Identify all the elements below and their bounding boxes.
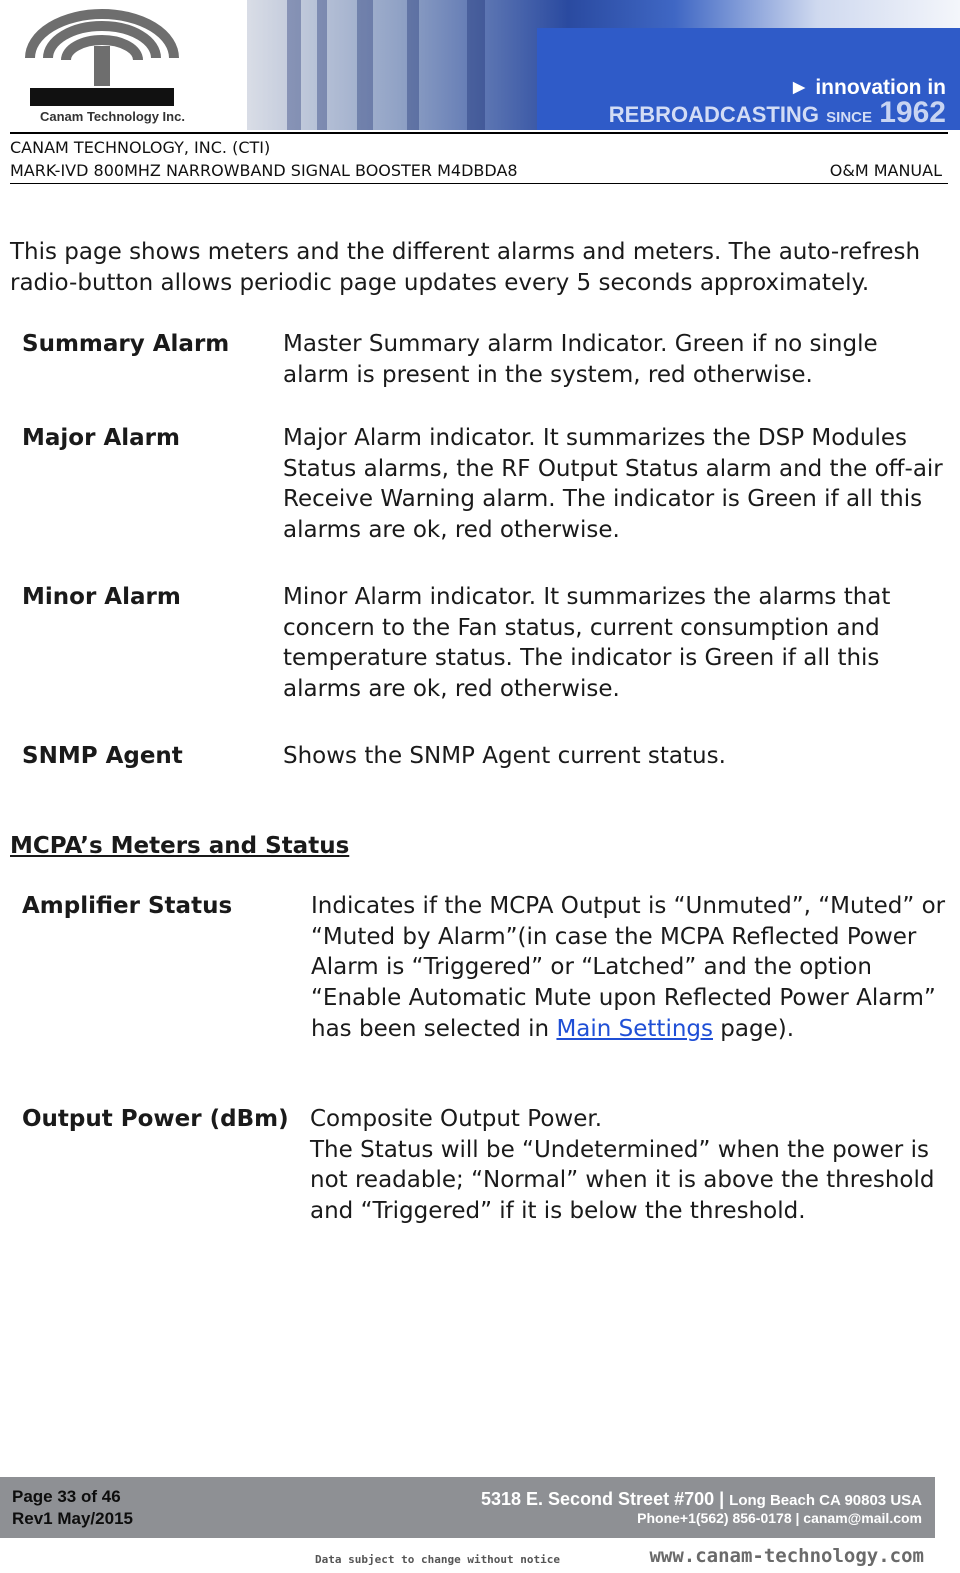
desc-amplifier-status: Indicates if the MCPA Output is “Unmuted”, “Muted” or “Muted by Alarm”(in case the MCPA Reflected Power Alarm is “Triggered” or “Latched” and the option “Enable Automatic Mute upon Reflected Power Alarm” has been selected in Main Settings page). — [311, 893, 946, 1042]
desc-summary-alarm: Master Summary alarm Indicator. Green if no single alarm is present in the system, red otherwise. — [283, 331, 878, 388]
header-rule-top — [10, 132, 948, 134]
term-amplifier-status: Amplifier Status — [22, 893, 233, 919]
intro-paragraph: This page shows meters and the different alarms and meters. The auto-refresh radio-button allows periodic page updates every 5 seconds approximately. — [10, 239, 921, 296]
footer-website: www.canam-technology.com — [649, 1545, 924, 1567]
cti-logo-graphic — [22, 6, 182, 106]
term-minor-alarm: Minor Alarm — [22, 584, 181, 610]
term-output-power: Output Power (dBm) — [22, 1106, 289, 1132]
header-manual: O&M MANUAL — [829, 161, 942, 180]
footer-notice: Data subject to change without notice — [315, 1553, 561, 1566]
desc-output-power — [310, 1104, 950, 1227]
desc-minor-alarm: Minor Alarm indicator. It summarizes the alarms that concern to the Fan status, current consumption and temperature status. The indicator is Green if all this alarms are ok, red otherwise. — [283, 584, 891, 703]
header-banner — [247, 0, 960, 130]
desc-output-power-line2: The Status will be “Undetermined” when the power is not readable; “Normal” when it is above the threshold and “Triggered” if it is below the threshold. — [310, 1136, 935, 1225]
banner-tagline: ► innovation in — [788, 76, 946, 99]
term-summary-alarm: Summary Alarm — [22, 331, 230, 357]
header-rule-bottom — [10, 183, 948, 184]
term-snmp-agent: SNMP Agent — [22, 743, 183, 769]
section-title-mcpa: MCPA’s Meters and Status — [10, 833, 350, 859]
main-settings-link[interactable]: Main Settings — [556, 1015, 713, 1042]
logo-caption: Canam Technology Inc. — [40, 109, 185, 124]
header-product: MARK-IVD 800MHZ NARROWBAND SIGNAL BOOSTER M4DBDA8 — [10, 161, 518, 180]
desc-output-power-line1: Composite Output Power. — [310, 1106, 603, 1132]
desc-snmp-agent: Shows the SNMP Agent current status. — [283, 743, 726, 769]
footer-revision: Rev1 May/2015 — [12, 1509, 133, 1528]
term-major-alarm: Major Alarm — [22, 425, 180, 451]
banner-rebroadcasting: REBROADCASTING SINCE 1962 — [608, 96, 946, 129]
footer-phone-email: Phone+1(562) 856-0178 | canam@mail.com — [637, 1510, 922, 1526]
desc-major-alarm: Major Alarm indicator. It summarizes the DSP Modules Status alarms, the RF Output Status alarm and the off-air Receive Warning alarm. The indicator is Green if all this alarms are ok, red otherwise. — [283, 425, 943, 544]
footer-address: 5318 E. Second Street #700 | Long Beach CA 90803 USA — [480, 1489, 922, 1509]
header-company: CANAM TECHNOLOGY, INC. (CTI) — [10, 138, 271, 157]
company-logo — [0, 0, 247, 130]
footer-page-number: Page 33 of 46 — [12, 1487, 121, 1506]
